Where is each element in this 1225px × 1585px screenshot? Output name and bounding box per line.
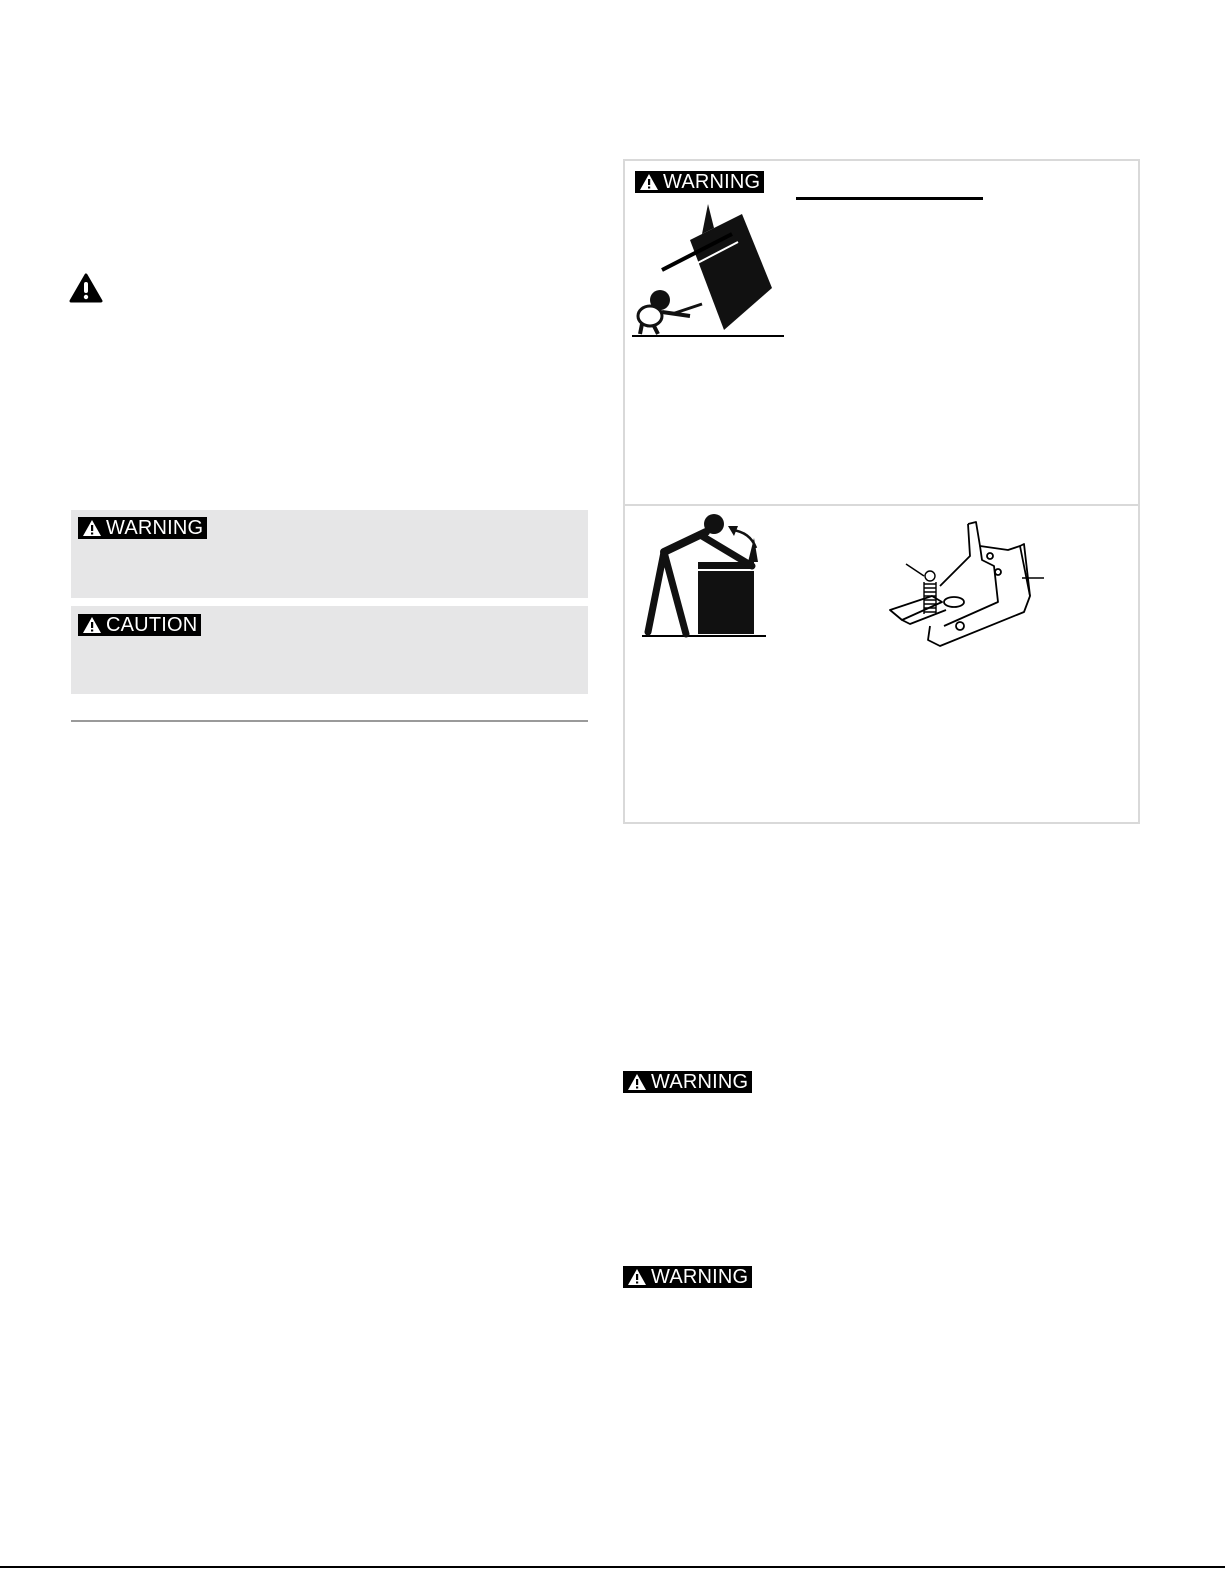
anti-tip-bracket-illustration	[880, 516, 1050, 656]
person-checking-range-illustration	[642, 512, 770, 640]
warning-label: WARNING	[651, 1266, 749, 1288]
warning-label: WARNING	[663, 171, 761, 193]
warning-triangle-icon	[639, 173, 659, 191]
safety-alert-icon	[69, 273, 103, 303]
caution-badge	[78, 614, 201, 636]
child-tipping-range-illustration	[632, 200, 788, 340]
panel-heading-rule	[796, 197, 983, 200]
warning-badge	[78, 517, 207, 539]
footer-rule	[0, 1566, 1225, 1568]
warning-badge-lower-1	[623, 1071, 752, 1093]
warning-badge-lower-2	[623, 1266, 752, 1288]
caution-triangle-icon	[82, 616, 102, 634]
warning-label: WARNING	[651, 1071, 749, 1093]
section-divider	[71, 720, 588, 722]
warning-triangle-icon	[627, 1268, 647, 1286]
warning-label: WARNING	[106, 517, 204, 539]
panel-warning-badge	[635, 171, 764, 193]
panel-divider	[623, 504, 1140, 506]
caution-label: CAUTION	[106, 614, 198, 636]
warning-triangle-icon	[627, 1073, 647, 1091]
warning-triangle-icon	[82, 519, 102, 537]
